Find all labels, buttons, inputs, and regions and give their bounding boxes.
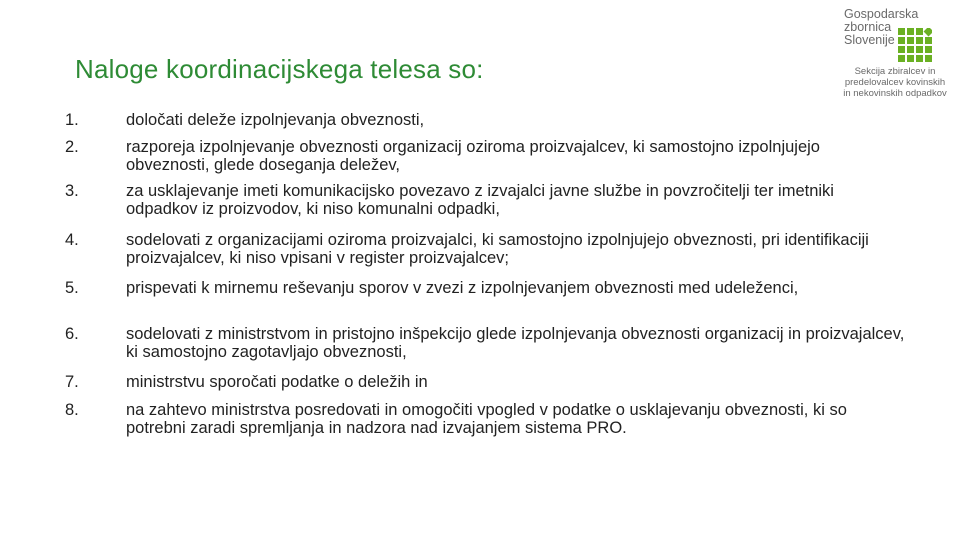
item-text: sodelovati z organizacijami oziroma proizvajalci, ki samostojno izpolnjujejo obveznosti, pri identifikaciji proizvajalcev, ki niso vpisani v register proizvajalcev; [126, 231, 869, 267]
item-text: na zahtevo ministrstva posredovati in omogočiti vpogled v podatke o usklajevanju obveznosti, ki so potrebni zaradi spremljanja in nadzora nad izvajanjem sistema PRO. [126, 401, 847, 437]
logo-grid-icon [898, 28, 932, 62]
item-text: prispevati k mirnemu reševanju sporov v zvezi z izpolnjevanjem obveznosti med udeleženci, [126, 279, 799, 297]
logo-name-line-3: Slovenije [844, 33, 895, 47]
item-number: 5. [65, 279, 79, 297]
logo-sub-line-2: predelovalcev kovinskih [844, 77, 946, 88]
logo-name-line-1: Gospodarska [844, 7, 919, 21]
item-number: 6. [65, 325, 79, 343]
item-number: 4. [65, 231, 79, 249]
item-text: za usklajevanje imeti komunikacijsko povezavo z izvajalci javne službe in povzročitelji ter imetniki odpadkov iz proizvodov, ki niso komunalni odpadki, [126, 182, 834, 218]
slide-title: Naloge koordinacijskega telesa so: [75, 54, 484, 84]
logo-sub-line-1: Sekcija zbiralcev in [854, 66, 936, 77]
item-number: 1. [65, 111, 79, 129]
logo-sub-line-3: in nekovinskih odpadkov [843, 88, 947, 99]
item-text: sodelovati z ministrstvom in pristojno inšpekcijo glede izpolnjevanja obveznosti organizacij in proizvajalcev, ki samostojno zagotavljajo obveznosti, [126, 325, 905, 361]
item-number: 2. [65, 138, 79, 156]
item-number: 8. [65, 401, 79, 419]
logo-subtitle [834, 66, 956, 99]
item-number: 3. [65, 182, 79, 200]
item-text: ministrstvu sporočati podatke o deležih in [126, 373, 428, 391]
item-text: razporeja izpolnjevanje obveznosti organizacij oziroma proizvajalcev, ki samostojno izpolnjujejo obveznosti, glede doseganja deležev, [126, 138, 820, 174]
item-text: določati deleže izpolnjevanja obveznosti, [126, 111, 425, 129]
logo-name-line-2: zbornica [844, 20, 892, 34]
gzs-logo [834, 8, 954, 108]
item-number: 7. [65, 373, 79, 391]
